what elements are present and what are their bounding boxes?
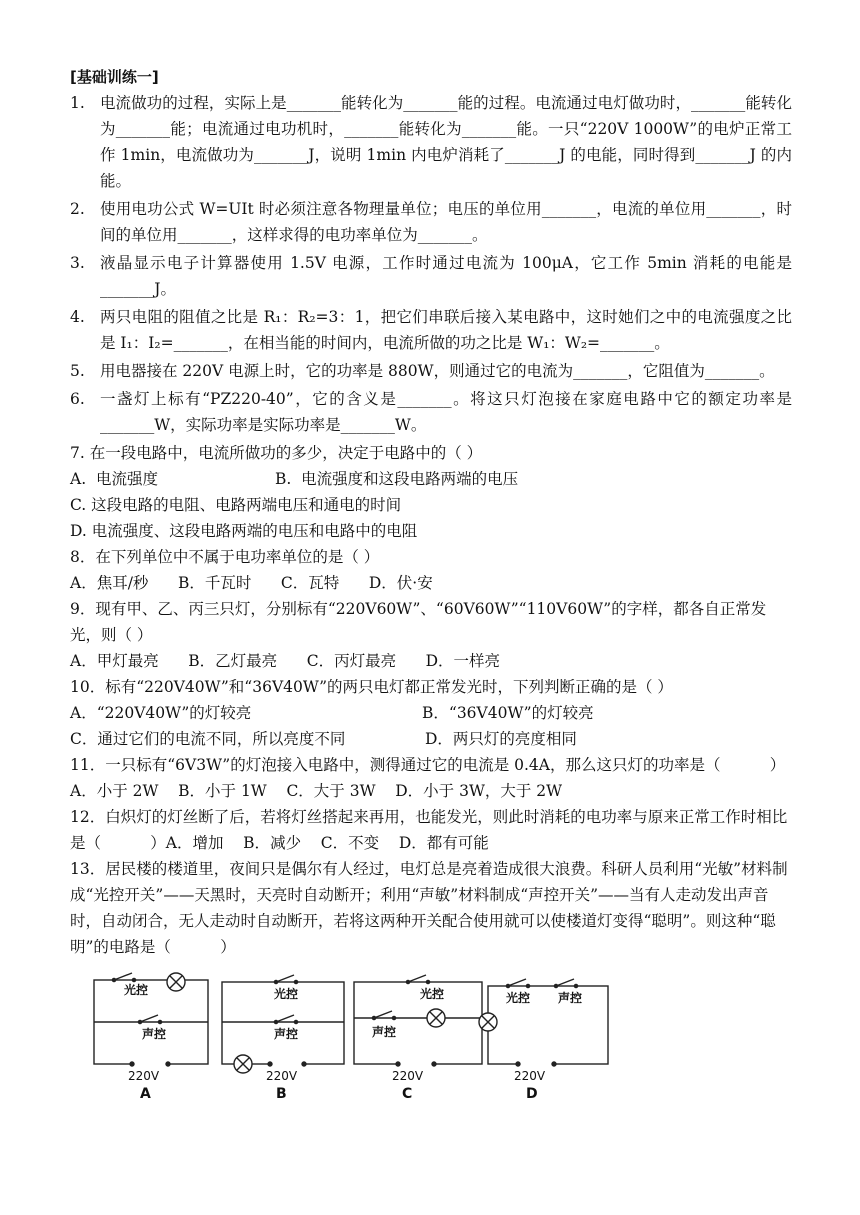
question-number: 1. xyxy=(70,94,85,112)
question-8 xyxy=(70,544,792,596)
question-number: 3. xyxy=(70,254,85,272)
options: A．甲灯最亮 B．乙灯最亮 C．丙灯最亮 D．一样亮 xyxy=(70,652,501,670)
voltage-label: 220V xyxy=(128,1069,160,1083)
section-title: [基础训练一] xyxy=(70,68,159,86)
switch-label-light: 光控 xyxy=(420,987,445,1001)
options-row xyxy=(70,466,792,492)
question-1 xyxy=(70,90,792,194)
option-d: D．两只灯的亮度相同 xyxy=(425,730,577,748)
question-4 xyxy=(70,304,792,356)
option-a: A. 电流强度 xyxy=(70,470,158,488)
option-c: C. 这段电路的电阻、电路两端电压和通电的时间 xyxy=(70,496,402,514)
question-7 xyxy=(70,440,792,544)
question-10 xyxy=(70,674,792,752)
question-13 xyxy=(70,856,792,960)
voltage-label: 220V xyxy=(266,1069,298,1083)
question-text: 8．在下列单位中不属于电功率单位的是（ ） xyxy=(70,548,380,566)
circuit-options xyxy=(88,978,628,1102)
question-6 xyxy=(70,386,792,438)
question-number: 6. xyxy=(70,390,85,408)
question-number: 2. xyxy=(70,200,85,218)
question-text: 一盏灯上标有“PZ220-40”，它的含义是_______。将这只灯泡接在家庭电路中它的额定功率是_______W，实际功率是实际功率是_______W。 xyxy=(100,390,792,434)
question-text: 12．白炽灯的灯丝断了后，若将灯丝搭起来再用，也能发光，则此时消耗的电功率与原来正常工作时相比是（ ）A．增加 B．减少 C．不变 D．都有可能 xyxy=(70,808,788,852)
switch-label-light: 光控 xyxy=(506,991,531,1005)
question-text: 7. 在一段电路中，电流所做功的多少，决定于电路中的（ ） xyxy=(70,444,483,462)
options-row xyxy=(70,570,792,596)
question-number: 4. xyxy=(70,308,85,326)
question-2 xyxy=(70,196,792,248)
circuit-diagrams xyxy=(88,978,628,1102)
switch-label-sound: 声控 xyxy=(274,1027,299,1041)
options-row xyxy=(70,700,792,726)
options-row xyxy=(70,726,792,752)
option-b: B. 电流强度和这段电路两端的电压 xyxy=(275,470,519,488)
question-text: 电流做功的过程，实际上是_______能转化为_______能的过程。电流通过电灯做功时，_______能转化为_______能；电流通过电功机时，_______能转化为_______能。一只“220V 1000W”的电炉正常工作 1min，电流做功为_______J，说明 1min 内电炉消耗了_______J 的电能，同时得到_______J 的内能。 xyxy=(100,94,792,190)
options: A．焦耳/秒 B．千瓦时 C．瓦特 D．伏·安 xyxy=(70,574,433,592)
question-12 xyxy=(70,804,792,856)
options-row xyxy=(70,648,792,674)
switch-label-sound: 声控 xyxy=(558,991,583,1005)
question-text: 使用电功公式 W=UIt 时必须注意各物理量单位；电压的单位用_______，电流的单位用_______，时间的单位用_______，这样求得的电功率单位为_______。 xyxy=(100,200,792,244)
question-text: 10．标有“220V40W”和“36V40W”的两只电灯都正常发光时，下列判断正确的是（ ） xyxy=(70,678,673,696)
option-label-c: C xyxy=(402,1086,413,1102)
circuit-d xyxy=(479,979,608,1102)
question-11 xyxy=(70,752,792,804)
question-text: 用电器接在 220V 电源上时，它的功率是 880W，则通过它的电流为_______，它阻值为_______。 xyxy=(100,362,775,380)
option-d: D. 电流强度、这段电路两端的电压和电路中的电阻 xyxy=(70,522,418,540)
switch-label-light: 光控 xyxy=(124,983,149,997)
option-label-b: B xyxy=(276,1086,287,1102)
option-label-a: A xyxy=(140,1086,151,1102)
question-text: 液晶显示电子计算器使用 1.5V 电源，工作时通过电流为 100μA，它工作 5min 消耗的电能是_______J。 xyxy=(100,254,792,298)
worksheet xyxy=(70,64,792,960)
switch-label-light: 光控 xyxy=(274,987,299,1001)
question-text: 两只电阻的阻值之比是 R₁：R₂=3：1，把它们串联后接入某电路中，这时她们之中的电流强度之比是 I₁：I₂=_______，在相当能的时间内，电流所做的功之比是 W₁：W₂=_______。 xyxy=(100,308,792,352)
circuit-a xyxy=(94,973,208,1102)
switch-label-sound: 声控 xyxy=(142,1027,167,1041)
question-number: 5. xyxy=(70,362,85,380)
question-9 xyxy=(70,596,792,674)
option-b: B．“36V40W”的灯较亮 xyxy=(422,704,594,722)
voltage-label: 220V xyxy=(514,1069,546,1083)
voltage-label: 220V xyxy=(392,1069,424,1083)
option-c: C．通过它们的电流不同，所以亮度不同 xyxy=(70,730,346,748)
circuit-b xyxy=(222,975,344,1102)
question-3 xyxy=(70,250,792,302)
question-text: 13．居民楼的楼道里，夜间只是偶尔有人经过，电灯总是亮着造成很大浪费。科研人员利用“光敏”材料制成“光控开关”——天黑时，天亮时自动断开；利用“声敏”材料制成“声控开关”——当有人走动发出声音时，自动闭合，无人走动时自动断开，若将这两种开关配合使用就可以使楼道灯变得“聪明”。则这种“聪明”的电路是（ ） xyxy=(70,860,788,956)
question-5 xyxy=(70,358,792,384)
option-label-d: D xyxy=(526,1086,538,1102)
question-text: 11．一只标有“6V3W”的灯泡接入电路中，测得通过它的电流是 0.4A，那么这只灯的功率是（ ）A．小于 2W B．小于 1W C．大于 3W D．小于 3W，大于 2W xyxy=(70,756,786,800)
switch-label-sound: 声控 xyxy=(372,1025,397,1039)
option-a: A．“220V40W”的灯较亮 xyxy=(70,704,252,722)
question-text: 9．现有甲、乙、丙三只灯，分别标有“220V60W”、“60V60W”“110V60W”的字样，都各自正常发光，则（ ） xyxy=(70,600,767,644)
circuit-c xyxy=(354,975,482,1102)
